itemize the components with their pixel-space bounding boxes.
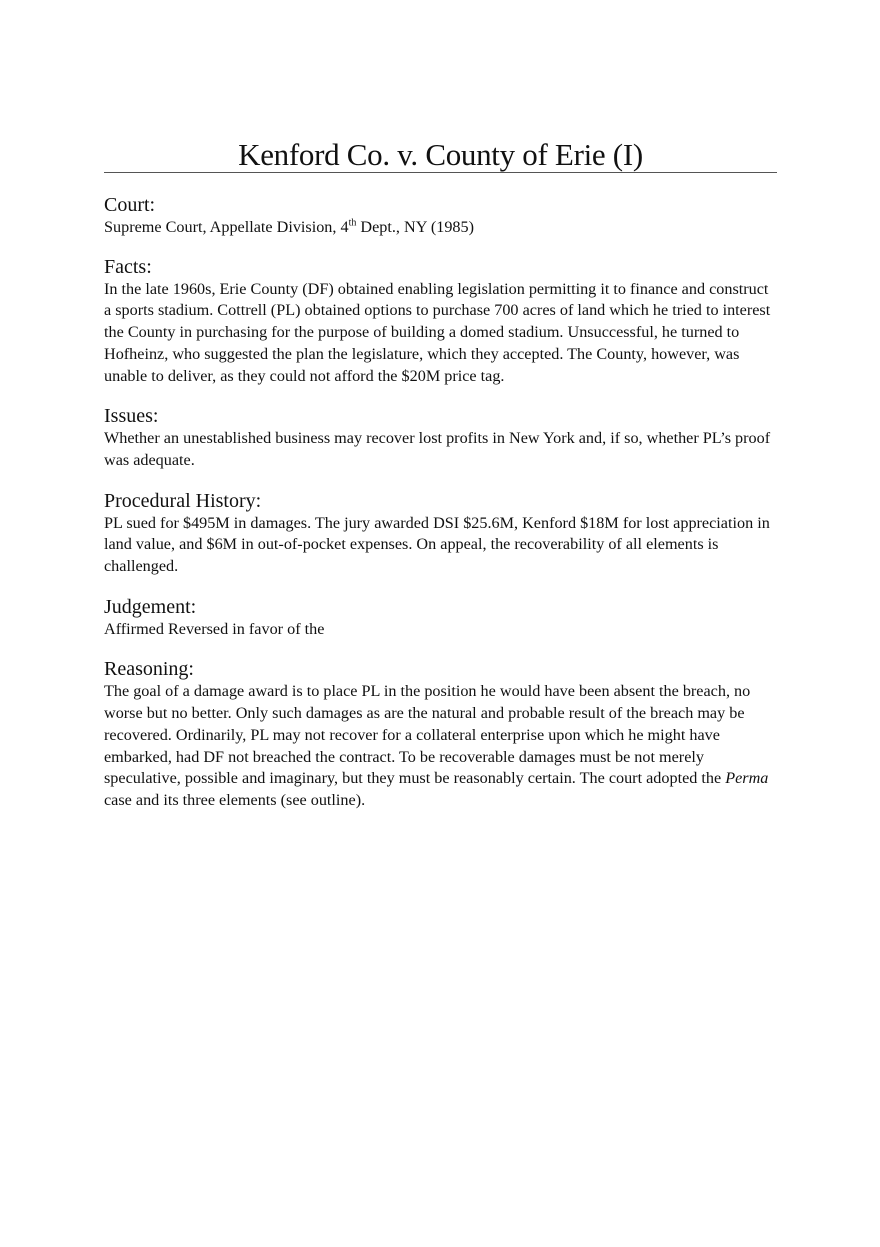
court-heading: Court: (104, 194, 156, 216)
judgement-heading: Judgement: (104, 595, 197, 618)
procedural-history-text: PL sued for $495M in damages. The jury awarded DSI $25.6M, Kenford $18M for lost appreciation in land value, and $6M in out-of-pocket expenses. On appeal, the recoverability of all elements is challenged. (104, 513, 770, 576)
court-text-superscript: th (348, 217, 357, 229)
reasoning-heading: Reasoning: (104, 658, 194, 681)
reasoning-text (104, 681, 777, 811)
judgement-section (104, 595, 777, 641)
judgement-text: Affirmed Reversed in favor of the (104, 619, 325, 638)
document-page (104, 138, 777, 812)
court-text-main: Supreme Court, Appellate Division, 4 (104, 218, 349, 236)
reasoning-text-tail: case and its three elements (see outline). (104, 790, 366, 809)
reasoning-section (104, 657, 777, 811)
case-title: Kenford Co. v. County of Erie (I) (104, 138, 777, 173)
court-text-tail: Dept., NY (1985) (356, 218, 475, 236)
issues-section (104, 404, 777, 471)
reasoning-case-name: Perma (725, 769, 769, 788)
facts-section (104, 255, 777, 388)
issues-heading: Issues: (104, 405, 159, 428)
procedural-history-section (104, 489, 777, 578)
facts-text: In the late 1960s, Erie County (DF) obtained enabling legislation permitting it to finance and construct a sports stadium. Cottrell (PL) obtained options to purchase 700 acres of land which he tried to interest the County in purchasing for the purpose of building a domed stadium. Unsuccessful, he turned to Hofheinz, who suggested the plan the legislature, which they accepted. The County, however, was unable to deliver, as they could not afford the $20M price tag. (104, 279, 771, 385)
procedural-history-heading: Procedural History: (104, 489, 262, 512)
court-section (104, 193, 777, 239)
court-text (104, 217, 777, 239)
issues-text: Whether an unestablished business may recover lost profits in New York and, if so, whether PL’s proof was adequate. (104, 429, 771, 469)
reasoning-text-main: The goal of a damage award is to place PL in the position he would have been absent the breach, no worse but no better. Only such damages as are the natural and probable result of the breach may be recovered. Ordinarily, PL may not recover for a collateral enterprise upon which he might have embarked, had DF not breached the contract. To be recoverable damages must be not merely speculative, possible and imaginary, but they must be reasonably certain. The court adopted the (104, 682, 751, 788)
facts-heading: Facts: (104, 255, 152, 278)
